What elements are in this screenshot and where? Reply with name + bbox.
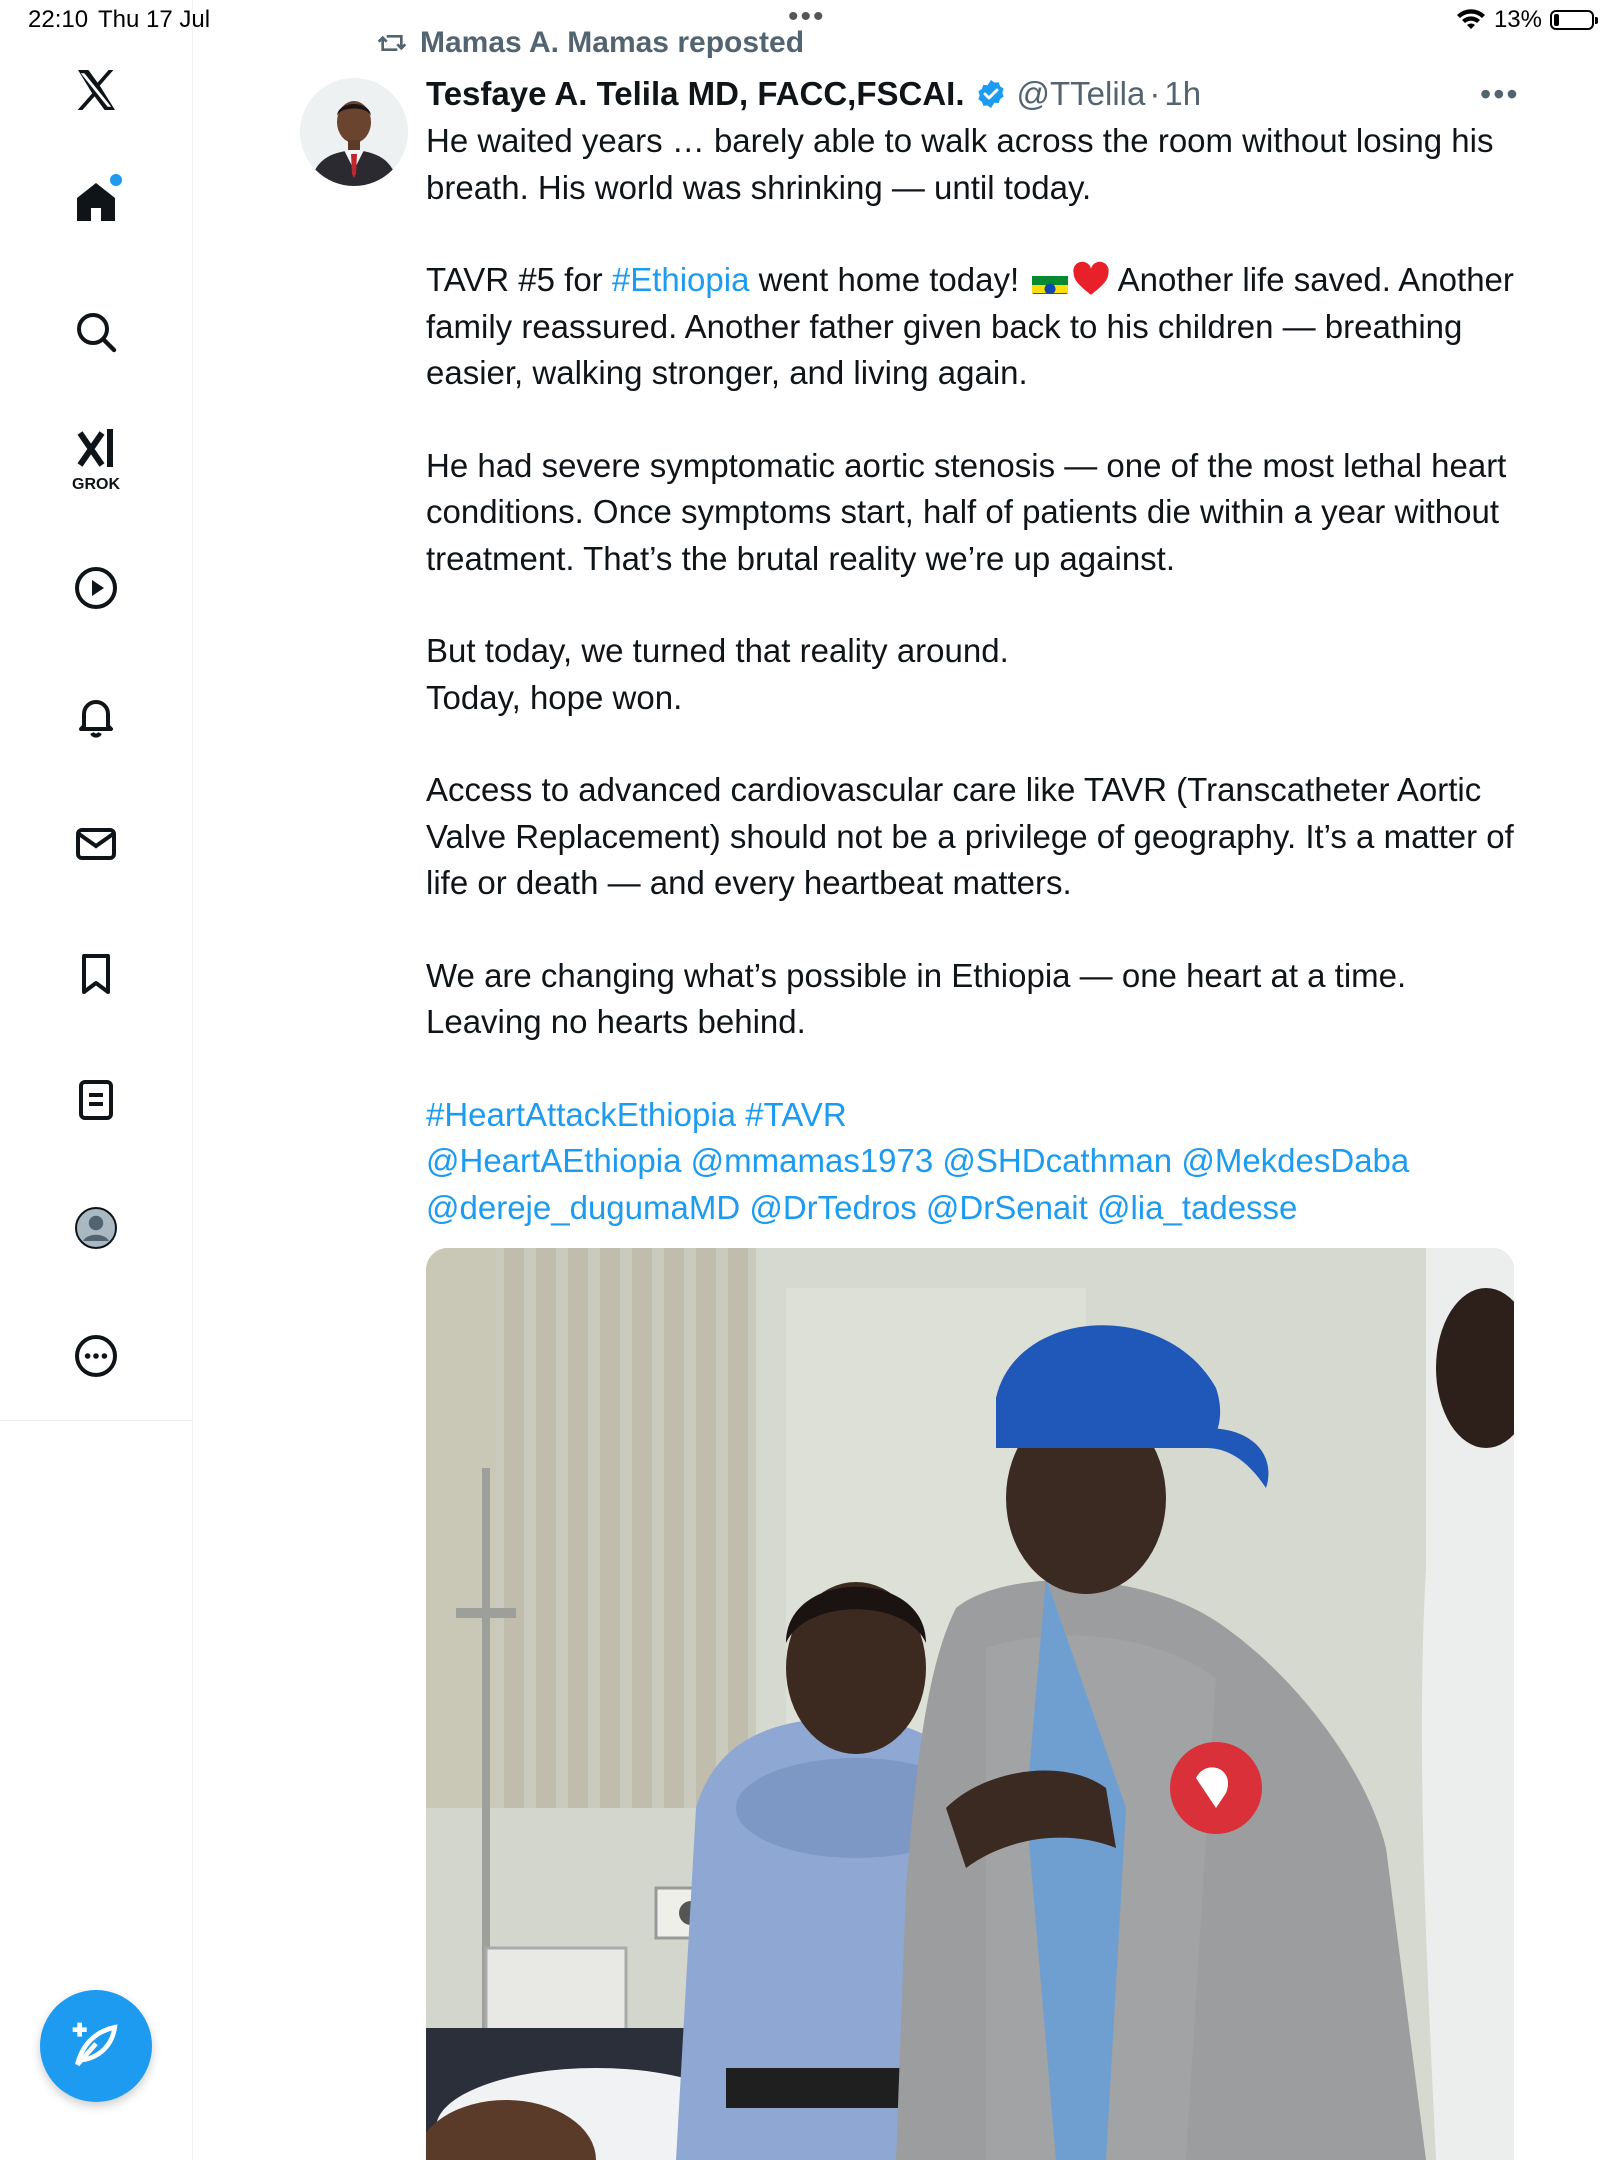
status-time: 22:10 (28, 6, 89, 33)
mention-link[interactable]: @dereje_dugumaMD (426, 1188, 741, 1226)
status-bar (0, 0, 1620, 40)
mention-link[interactable]: @lia_tadesse (1096, 1188, 1298, 1226)
battery-icon (1550, 10, 1594, 30)
wifi-icon (1456, 8, 1486, 32)
ethiopia-flag-icon (1032, 268, 1068, 294)
sidebar-item-articles[interactable] (56, 1060, 136, 1140)
verified-badge-icon[interactable] (975, 78, 1007, 110)
tweet-paragraph: He had severe symptomatic aortic stenosis — one of the most lethal heart conditions. Once symptoms start, half of patients die within a year without treatment. That’s the brutal reality we’re up against. (426, 446, 1507, 577)
hashtag-link[interactable]: #TAVR (745, 1095, 847, 1133)
text-segment: Another life saved. Another family reassured. Another father given back to his children — breathing easier, walking stronger, and living again. (426, 261, 1514, 391)
mention-link[interactable]: @MekdesDaba (1181, 1142, 1410, 1179)
text-segment: went home today! (749, 261, 1029, 298)
sidebar-item-home[interactable] (56, 162, 136, 242)
search-icon (72, 308, 120, 356)
sidebar (0, 0, 193, 2160)
hashtag-link[interactable]: #HeartAttackEthiopia (426, 1095, 737, 1133)
x-logo-icon[interactable] (56, 50, 136, 130)
author-handle[interactable]: @TTelila (1016, 75, 1146, 112)
status-date: Thu 17 Jul (98, 6, 211, 33)
avatar-icon (72, 1204, 120, 1252)
sidebar-item-search[interactable] (56, 292, 136, 372)
article-icon (72, 1076, 120, 1124)
mention-link[interactable]: @HeartAEthiopia (426, 1142, 682, 1179)
bell-icon (72, 692, 120, 740)
sidebar-item-messages[interactable] (56, 804, 136, 884)
tweet-text (426, 118, 1526, 1231)
hashtag-link[interactable]: #Ethiopia (611, 261, 750, 298)
tweet-links (426, 1092, 1526, 1232)
hospital-photo (426, 1248, 1514, 2160)
grok-label: GROK (72, 476, 120, 493)
compose-button[interactable] (40, 1990, 152, 2102)
author-photo (300, 78, 408, 186)
mail-icon (72, 820, 120, 868)
repost-label: Mamas A. Mamas reposted (420, 26, 805, 59)
tweet-header (426, 72, 1526, 116)
author-avatar[interactable] (300, 78, 408, 186)
tweet-media[interactable] (426, 1248, 1514, 2160)
text-line: We are changing what’s possible in Ethiopia — one heart at a time. (426, 956, 1407, 994)
text-line: Today, hope won. (426, 678, 683, 716)
mention-link[interactable]: @SHDcathman (942, 1142, 1173, 1179)
compose-icon (68, 2018, 124, 2074)
battery-percent: 13% (1493, 6, 1542, 33)
author-name[interactable]: Tesfaye A. Telila MD, FACC,FSCAI. (426, 75, 965, 112)
repost-indicator[interactable] (376, 26, 804, 60)
sidebar-item-bookmarks[interactable] (56, 934, 136, 1014)
tweet-paragraph (426, 953, 1526, 1046)
multitask-dots[interactable]: ••• (788, 0, 826, 33)
sidebar-item-grok[interactable] (56, 418, 136, 498)
tweet-paragraph (426, 628, 1526, 721)
header-separator: · (1149, 75, 1161, 112)
sidebar-divider (0, 1420, 192, 1421)
sidebar-item-more[interactable] (56, 1316, 136, 1396)
sidebar-item-videos[interactable] (56, 548, 136, 628)
tweet-paragraph (426, 257, 1526, 397)
sidebar-item-profile[interactable] (56, 1188, 136, 1268)
tweet-paragraph: Access to advanced cardiovascular care like TAVR (Transcatheter Aortic Valve Replacement) should not be a privilege of geography. It’s a matter of life or death — and every heartbeat matters. (426, 771, 1514, 901)
grok-icon (72, 425, 120, 473)
mention-link[interactable]: @DrSenait (925, 1188, 1088, 1226)
text-line: But today, we turned that reality around. (426, 632, 1009, 669)
red-heart-icon (1072, 261, 1110, 297)
text-line: Leaving no hearts behind. (426, 1003, 806, 1040)
tweet-time[interactable]: 1h (1164, 75, 1202, 112)
repost-icon (376, 27, 408, 59)
play-icon (72, 564, 120, 612)
tweet-paragraph: He waited years … barely able to walk across the room without losing his breath. His world was shrinking — until today. (426, 122, 1494, 206)
mention-link[interactable]: @mmamas1973 (690, 1142, 934, 1179)
sidebar-item-notifications[interactable] (56, 676, 136, 756)
mention-link[interactable]: @DrTedros (749, 1188, 917, 1226)
tweet-more-button[interactable]: ••• (1480, 76, 1520, 112)
text-segment: TAVR #5 for (426, 261, 612, 298)
notification-dot (110, 174, 122, 186)
status-right (1456, 6, 1594, 34)
more-circle-icon (72, 1332, 120, 1380)
bookmark-icon (72, 950, 120, 998)
